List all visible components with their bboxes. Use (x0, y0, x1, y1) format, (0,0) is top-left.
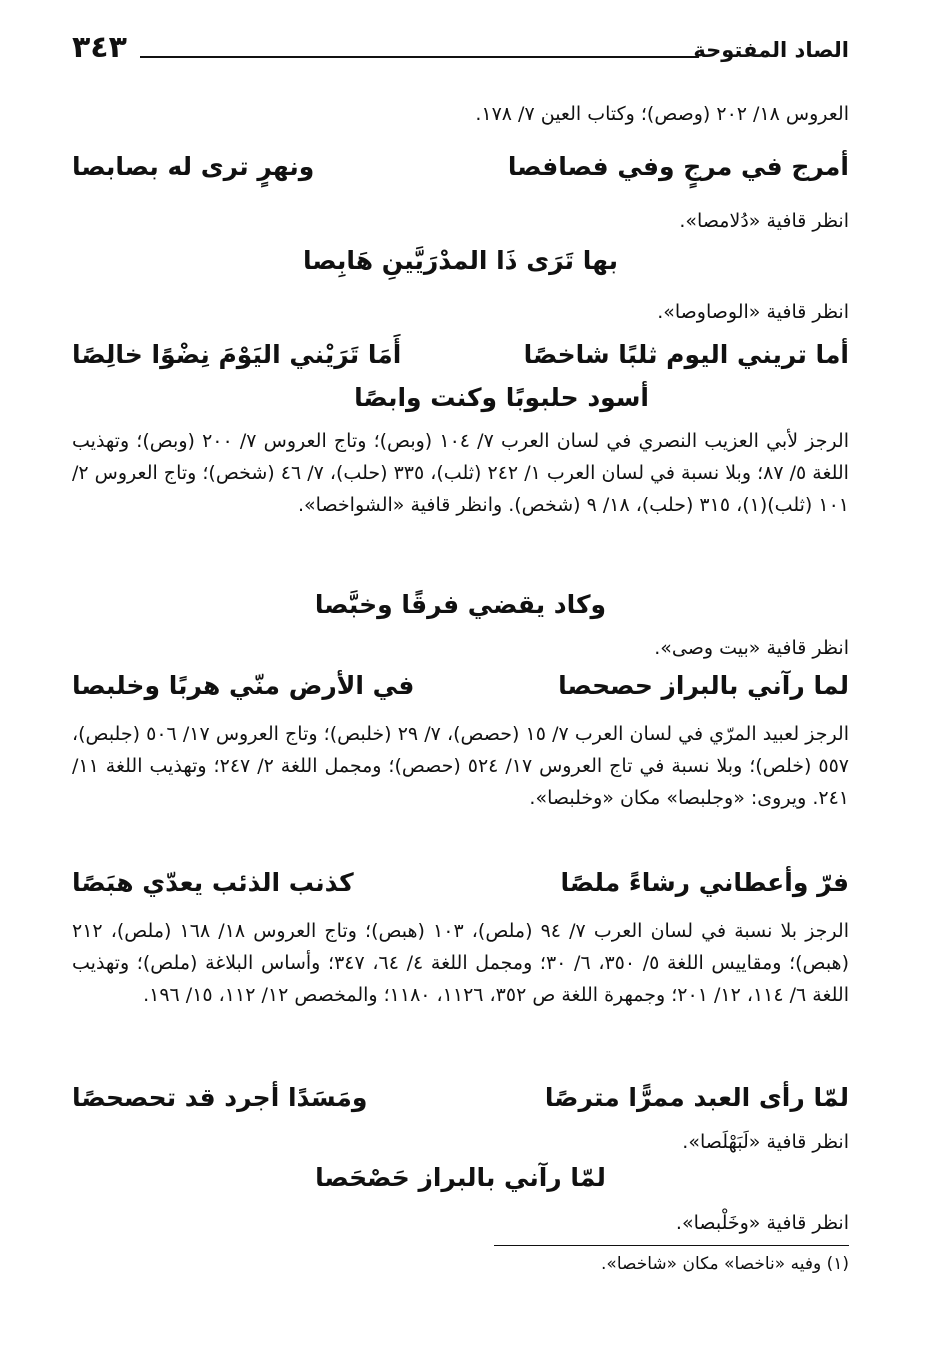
page-number: ٣٤٣ (72, 30, 127, 65)
cross-reference: انظر قافية «دُلامصا». (679, 210, 849, 232)
verse-single: وكاد يقضي فرقًا وخبَّصا (314, 590, 607, 619)
verse-first-hemistich: لمّا رأى العبد ممرًّا مترصًا (544, 1083, 849, 1112)
verse-line (72, 377, 849, 423)
page-header (72, 30, 849, 70)
verse-first-hemistich: أما تريني اليوم ثلبًا شاخصًا (523, 340, 849, 369)
verse-second-hemistich: ونهرٍ ترى له بصابصا (72, 152, 315, 181)
footnote: (١) وفيه «ناخصا» مكان «شاخصا». (601, 1254, 849, 1274)
running-title: الصاد المفتوحة (693, 38, 849, 62)
verse-couplet (72, 862, 849, 908)
verse-couplet (72, 146, 849, 192)
commentary-paragraph: الرجز لأبي العزيب النصري في لسان العرب ٧/ ١٠٤ (وبص)؛ وتاج العروس ٧/ ٢٠٠ (وبص)؛ وتهذيب اللغة ٥/ ٨٧؛ وبلا نسبة في لسان العرب ١/ ٢٤٢ (ثلب)، ٣٣٥ (حلب)، ٧/ ٤٦ (شخص)؛ وتاج العروس ٢/ ١٠١ (ثلب)(١)، ٣١٥ (حلب)، ١٨/ ٩ (شخص). وانظر قافية «الشواخصا». (72, 430, 849, 516)
commentary-paragraph: الرجز بلا نسبة في لسان العرب ٧/ ٩٤ (ملص)، ١٠٣ (هبص)؛ وتاج العروس ١٨/ ١٦٨ (ملص)، ٢١٢ (هبص)؛ ومقاييس اللغة ٥/ ٣٥٠، ٦/ ٣٠؛ ومجمل اللغة ٤/ ٦٤، ٣٤٧؛ وأساس البلاغة (ملص)؛ وتهذيب اللغة ٦/ ١١٤، ١٢/ ٢٠١؛ وجمهرة اللغة ص ٣٥٢، ١١٢٦، ١١٨٠؛ والمخصص ١٢/ ١١٢، ١٥/ ١٩٦. (72, 920, 849, 1006)
verse-first-hemistich: فرّ وأعطاني رشاءً ملصًا (560, 868, 849, 897)
verse-first-hemistich: أمرج في مرجٍ وفي فصافصا (507, 152, 849, 181)
cross-reference: انظر قافية «بيت وصى». (654, 637, 849, 659)
cross-reference: انظر قافية «وخَلْبصا». (675, 1212, 849, 1234)
verse-second-hemistich: في الأرض منّي هربًا وخلبصا (72, 671, 415, 700)
citation-line: العروس ١٨/ ٢٠٢ (وصص)؛ وكتاب العين ٧/ ١٧٨. (475, 103, 849, 125)
cross-reference: انظر قافية «الوصاوصا». (657, 301, 849, 323)
footnote-rule (494, 1245, 849, 1246)
commentary-paragraph: الرجز لعبيد المرّي في لسان العرب ٧/ ١٥ (حصص)، ٧/ ٢٩ (خلبص)؛ وتاج العروس ١٧/ ٥٠٦ (جلبص)، ٥٥٧ (خلص)؛ وبلا نسبة في تاج العروس ١٧/ ٥٢٤ (حصص)؛ ومجمل اللغة ٢/ ٢٤٧؛ وتهذيب اللغة ١١/ ٢٤١. ويروى: «وجلبصا» مكان «وخلبصا». (72, 723, 849, 809)
verse-couplet (72, 1077, 849, 1123)
cross-reference: انظر قافية «لَبَهْلَصا». (682, 1131, 849, 1153)
verse-couplet (72, 334, 849, 380)
verse-single: لمّا رآني بالبراز حَصْحَصا (315, 1163, 606, 1192)
header-rule (140, 56, 699, 58)
verse-second-hemistich: أَمَا تَرَيْني اليَوْمَ نِضْوًا خالِصًا (72, 340, 402, 369)
verse-first-hemistich: أسود حلبوبًا وكنت وابصًا (354, 383, 649, 412)
verse-couplet (72, 665, 849, 711)
verse-second-hemistich: ومَسَدًا أجرد قد تحصحصًا (72, 1083, 368, 1112)
verse-second-hemistich: كذنب الذئب يعدّي هبَصًا (72, 868, 354, 897)
verse-first-hemistich: لما رآني بالبراز حصحصا (558, 671, 849, 700)
verse-single: بها تَرَى ذَا المدْرَيَّينِ هَابِصا (302, 246, 619, 275)
